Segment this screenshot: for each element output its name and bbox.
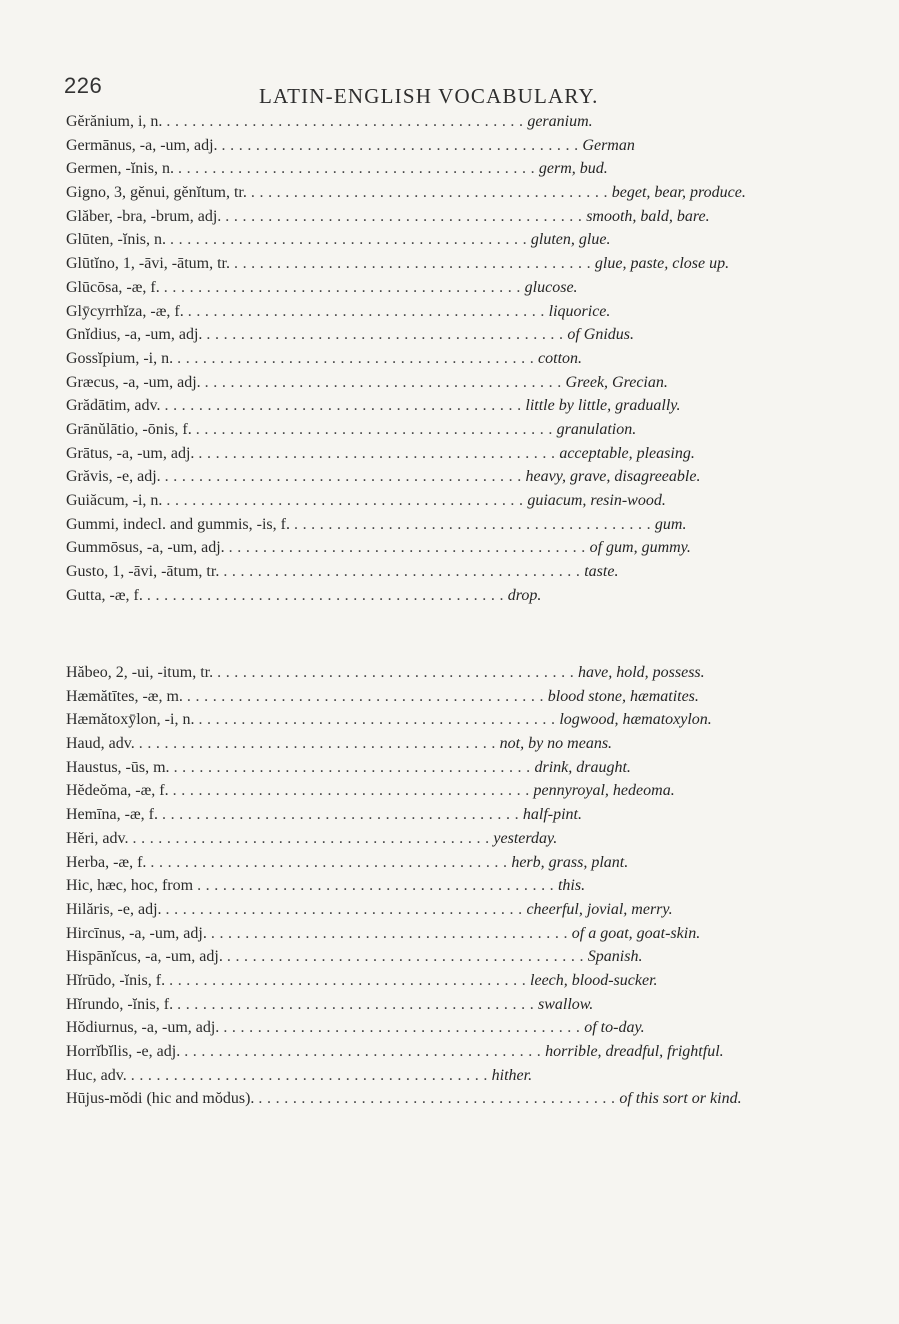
dot-leader: . . . . . . . . . . . . . . . . . . . . . . . . . . . . . . . . . . . . . . . . . .	[177, 349, 535, 367]
vocabulary-entry	[66, 563, 726, 587]
vocabulary-entry	[66, 231, 726, 255]
latin-headword: Guiăcum, -i, n.	[66, 492, 163, 509]
dot-leader: . . . . . . . . . . . . . . . . . . . . . . . . . . . . . . . . . . . . . . . . . .	[187, 302, 545, 320]
vocabulary-entry	[66, 877, 726, 901]
dot-leader: . . . . . . . . . . . . . . . . . . . . . . . . . . . . . . . . . . . . . . . . . .	[221, 136, 579, 154]
english-meaning: glue, paste, close up.	[594, 255, 730, 273]
latin-headword: Hŏdiurnus, -a, -um, adj.	[66, 1019, 220, 1037]
vocabulary-entry	[66, 326, 726, 350]
vocabulary-entry	[66, 1067, 726, 1091]
dot-leader: . . . . . . . . . . . . . . . . . . . . . . . . . . . . . . . . . . . . . . . . . .	[165, 900, 523, 918]
latin-headword: Hemīna, -æ, f.	[66, 806, 158, 824]
vocabulary-entry	[66, 972, 726, 996]
latin-headword: Glăber, -bra, -brum, adj.	[66, 207, 222, 225]
english-meaning: Greek, Grecian.	[565, 373, 668, 391]
english-meaning: gum.	[654, 515, 687, 533]
vocabulary-entry	[66, 759, 726, 783]
vocabulary-entry	[66, 996, 726, 1020]
vocabulary-entry	[66, 445, 726, 469]
dot-leader: . . . . . . . . . . . . . . . . . . . . . . . . . . . . . . . . . . . . . . . . . .	[225, 207, 583, 225]
english-meaning: Spanish.	[587, 948, 643, 966]
english-meaning: herb, grass, plant.	[511, 853, 629, 871]
dot-leader: . . . . . . . . . . . . . . . . . . . . . . . . . . . . . . . . . . . . . . . . . .	[198, 444, 556, 462]
latin-headword: Hic, hæc, hoc, from	[66, 877, 194, 895]
page-number: 226	[64, 73, 103, 98]
dot-leader: . . . . . . . . . . . . . . . . . . . . . . . . . . . . . . . . . . . . . . . . . .	[130, 1066, 488, 1084]
dot-leader: . . . . . . . . . . . . . . . . . . . . . . . . . . . . . . . . . . . . . . . . . .	[223, 563, 581, 581]
vocabulary-section-h	[66, 664, 742, 1114]
english-meaning: pennyroyal, hedeoma.	[533, 782, 675, 800]
english-meaning: horrible, dreadful, frightful.	[545, 1043, 724, 1060]
latin-headword: Haustus, -ūs, m.	[66, 758, 170, 776]
latin-headword: Gusto, 1, -āvi, -ātum, tr.	[66, 563, 220, 581]
dot-leader: . . . . . . . . . . . . . . . . . . . . . . . . . . . . . . . . . . . . . . . . . .	[206, 326, 564, 344]
english-meaning: of this sort or kind.	[619, 1090, 742, 1108]
english-meaning: beget, bear, produce.	[611, 184, 746, 202]
vocabulary-entry	[66, 397, 726, 421]
dot-leader: . . . . . . . . . . . . . . . . . . . . . . . . . . . . . . . . . . . . . . . . . .	[258, 1090, 616, 1108]
vocabulary-entry	[66, 688, 726, 712]
english-meaning: germ, bud.	[538, 160, 608, 178]
english-meaning: this.	[557, 877, 586, 895]
vocabulary-entry	[66, 664, 726, 688]
english-meaning: of Gnidus.	[567, 326, 634, 344]
latin-headword: Gutta, -æ, f.	[66, 586, 143, 604]
dot-leader: . . . . . . . . . . . . . . . . . . . . . . . . . . . . . . . . . . . . . . . . . .	[204, 373, 562, 391]
english-meaning: not, by no means.	[499, 735, 613, 753]
latin-headword: Gummi, indecl. and gummis, -is, f.	[66, 515, 290, 533]
english-meaning: yesterday.	[493, 829, 558, 847]
dot-leader: . . . . . . . . . . . . . . . . . . . . . . . . . . . . . . . . . . . . . . . . . .	[170, 231, 527, 249]
dot-leader: . . . . . . . . . . . . . . . . . . . . . . . . . . . . . . . . . . . . . . . . . .	[217, 664, 574, 681]
vocabulary-entry	[66, 350, 726, 374]
vocabulary-entry	[66, 711, 726, 735]
latin-headword: Hæmătītes, -æ, m.	[66, 687, 183, 705]
english-meaning: drink, draught.	[534, 758, 631, 776]
vocabulary-entry	[66, 160, 726, 184]
dot-leader: . . . . . . . . . . . . . . . . . . . . . . . . . . . . . . . . . . . . . . . . . .	[172, 782, 530, 800]
vocabulary-entry	[66, 421, 726, 445]
english-meaning: drop.	[507, 586, 542, 604]
english-meaning: granulation.	[556, 420, 637, 438]
dot-leader: . . . . . . . . . . . . . . . . . . . . . . . . . . . . . . . . . . . . . . . . . .	[161, 806, 519, 824]
vocabulary-entry	[66, 113, 726, 137]
latin-headword: Hĭrundo, -ĭnis, f.	[66, 995, 174, 1013]
dot-leader: . . . . . . . . . . . . . . . . . . . . . . . . . . . . . . . . . . . . . . . . . .	[177, 160, 535, 178]
english-meaning: heavy, grave, disagreeable.	[525, 468, 701, 486]
english-meaning: little by little, gradually.	[525, 397, 681, 415]
dot-leader: . . . . . . . . . . . . . . . . . . . . . . . . . . . . . . . . . . . . . . . . . .	[198, 711, 556, 729]
vocabulary-entry	[66, 830, 726, 854]
latin-headword: Haud, adv.	[66, 735, 135, 753]
latin-headword: Huc, adv.	[66, 1066, 127, 1084]
vocabulary-entry	[66, 1043, 726, 1067]
latin-headword: Herba, -æ, f.	[66, 853, 147, 871]
dot-leader: . . . . . . . . . . . . . . . . . . . . . . . . . . . . . . . . . . . . . . . . . .	[223, 1019, 581, 1037]
english-meaning: taste.	[584, 563, 619, 581]
english-meaning: geranium.	[527, 113, 593, 130]
vocabulary-entry	[66, 208, 726, 232]
vocabulary-entry	[66, 901, 726, 925]
english-meaning: acceptable, pleasing.	[559, 444, 695, 462]
english-meaning: liquorice.	[548, 302, 611, 320]
english-meaning: cotton.	[538, 349, 583, 367]
vocabulary-entry	[66, 735, 726, 759]
vocabulary-entry	[66, 184, 746, 208]
dot-leader: . . . . . . . . . . . . . . . . . . . . . . . . . . . . . . . . . . . . . . . . . .	[138, 735, 496, 753]
dot-leader: . . . . . . . . . . . . . . . . . . . . . . . . . . . . . . . . . . . . . . . . . .	[250, 184, 608, 202]
vocabulary-entry	[66, 782, 726, 806]
dot-leader: . . . . . . . . . . . . . . . . . . . . . . . . . . . . . . . . . . . . . . . . . .	[173, 758, 531, 776]
english-meaning: of a goat, goat-skin.	[571, 924, 701, 942]
english-meaning: smooth, bald, bare.	[586, 207, 710, 225]
vocabulary-entry	[66, 516, 726, 540]
latin-headword: Gigno, 3, gĕnui, gĕnĭtum, tr.	[66, 184, 247, 202]
latin-headword: Gummōsus, -a, -um, adj.	[66, 539, 225, 557]
english-meaning: hither.	[491, 1066, 533, 1084]
latin-headword: Hūjus-mŏdi (hic and mŏdus).	[66, 1090, 255, 1108]
latin-headword: Germānus, -a, -um, adj.	[66, 136, 218, 154]
vocabulary-entry	[66, 303, 726, 327]
latin-headword: Hĭrūdo, -ĭnis, f.	[66, 971, 166, 989]
dot-leader: . . . . . . . . . . . . . . . . . . . . . . . . . . . . . . . . . . . . . . . . . .	[226, 948, 584, 966]
english-meaning: half-pint.	[522, 806, 582, 824]
english-meaning: leech, blood-sucker.	[530, 971, 658, 989]
latin-headword: Horrĭbĭlis, -e, adj.	[66, 1043, 181, 1060]
dot-leader: . . . . . . . . . . . . . . . . . . . . . . . . . . . . . . . . . . . . . . . . . .	[163, 278, 521, 296]
latin-headword: Græcus, -a, -um, adj.	[66, 373, 201, 391]
dot-leader: . . . . . . . . . . . . . . . . . . . . . . . . . . . . . . . . . . . . . . . . . .	[164, 468, 522, 486]
latin-headword: Glȳcyrrhĭza, -æ, f.	[66, 302, 184, 320]
dot-leader: . . . . . . . . . . . . . . . . . . . . . . . . . . . . . . . . . . . . . . . . . .	[195, 420, 553, 438]
vocabulary-entry	[66, 279, 726, 303]
latin-headword: Hĕri, adv.	[66, 829, 129, 847]
latin-headword: Germen, -ĭnis, n.	[66, 160, 174, 178]
dot-leader: . . . . . . . . . . . . . . . . . . . . . . . . . . . . . . . . . . . . . . . . . .	[166, 113, 524, 130]
dot-leader: . . . . . . . . . . . . . . . . . . . . . . . . . . . . . . . . . . . . . . . . . .	[210, 924, 568, 942]
latin-headword: Hăbeo, 2, -ui, -itum, tr.	[66, 664, 214, 681]
latin-headword: Grātus, -a, -um, adj.	[66, 444, 195, 462]
dot-leader: . . . . . . . . . . . . . . . . . . . . . . . . . . . . . . . . . . . . . . . . . .	[177, 995, 535, 1013]
latin-headword: Gnĭdius, -a, -um, adj.	[66, 326, 203, 344]
latin-headword: Gĕrănium, i, n.	[66, 113, 163, 130]
latin-headword: Glūcōsa, -æ, f.	[66, 278, 160, 296]
english-meaning: of to-day.	[584, 1019, 645, 1037]
english-meaning: guiacum, resin-wood.	[527, 492, 666, 509]
vocabulary-entry	[66, 1090, 742, 1114]
latin-headword: Hæmătoxȳlon, -i, n.	[66, 711, 195, 729]
english-meaning: logwood, hæmatoxylon.	[559, 711, 712, 729]
running-head: LATIN-ENGLISH VOCABULARY.	[259, 84, 599, 108]
dot-leader: . . . . . . . . . . . . . . . . . . . . . . . . . . . . . . . . . . . . . . . . . .	[184, 1043, 542, 1060]
dot-leader: . . . . . . . . . . . . . . . . . . . . . . . . . . . . . . . . . . . . . . . . . .	[197, 877, 554, 895]
latin-headword: Hispānĭcus, -a, -um, adj.	[66, 948, 223, 966]
vocabulary-entry	[66, 925, 726, 949]
latin-headword: Hilăris, -e, adj.	[66, 900, 162, 918]
dot-leader: . . . . . . . . . . . . . . . . . . . . . . . . . . . . . . . . . . . . . . . . . .	[150, 853, 508, 871]
latin-headword: Grăvis, -e, adj.	[66, 468, 161, 486]
latin-headword: Gossĭpium, -i, n.	[66, 349, 174, 367]
dot-leader: . . . . . . . . . . . . . . . . . . . . . . . . . . . . . . . . . . . . . . . . . .	[146, 586, 504, 604]
vocabulary-entry	[66, 587, 726, 611]
dot-leader: . . . . . . . . . . . . . . . . . . . . . . . . . . . . . . . . . . . . . . . . . .	[228, 539, 586, 557]
latin-headword: Grānŭlātio, -ōnis, f.	[66, 420, 192, 438]
english-meaning: German	[582, 136, 635, 154]
vocabulary-entry	[66, 854, 726, 878]
latin-headword: Glūtĭno, 1, -āvi, -ātum, tr.	[66, 255, 230, 273]
english-meaning: cheerful, jovial, merry.	[526, 900, 673, 918]
dot-leader: . . . . . . . . . . . . . . . . . . . . . . . . . . . . . . . . . . . . . . . . . .	[186, 687, 544, 705]
vocabulary-entry	[66, 137, 726, 161]
vocabulary-entry	[66, 806, 726, 830]
vocabulary-entry	[66, 1019, 726, 1043]
english-meaning: glucose.	[524, 278, 578, 296]
english-meaning: have, hold, possess.	[578, 664, 705, 681]
vocabulary-entry	[66, 255, 730, 279]
vocabulary-section-g	[66, 113, 746, 610]
vocabulary-entry	[66, 539, 726, 563]
vocabulary-entry	[66, 468, 726, 492]
dot-leader: . . . . . . . . . . . . . . . . . . . . . . . . . . . . . . . . . . . . . . . . . .	[293, 515, 651, 533]
dot-leader: . . . . . . . . . . . . . . . . . . . . . . . . . . . . . . . . . . . . . . . . . .	[233, 255, 591, 273]
dot-leader: . . . . . . . . . . . . . . . . . . . . . . . . . . . . . . . . . . . . . . . . . .	[166, 492, 524, 509]
english-meaning: of gum, gummy.	[589, 539, 691, 557]
english-meaning: gluten, glue.	[530, 231, 611, 249]
vocabulary-entry	[66, 374, 726, 398]
latin-headword: Hircīnus, -a, -um, adj.	[66, 924, 207, 942]
dot-leader: . . . . . . . . . . . . . . . . . . . . . . . . . . . . . . . . . . . . . . . . . .	[132, 829, 490, 847]
dot-leader: . . . . . . . . . . . . . . . . . . . . . . . . . . . . . . . . . . . . . . . . . .	[164, 397, 522, 415]
latin-headword: Grădātim, adv.	[66, 397, 161, 415]
latin-headword: Hĕdeŏma, -æ, f.	[66, 782, 169, 800]
english-meaning: swallow.	[538, 995, 594, 1013]
dot-leader: . . . . . . . . . . . . . . . . . . . . . . . . . . . . . . . . . . . . . . . . . .	[169, 971, 527, 989]
latin-headword: Glūten, -ĭnis, n.	[66, 231, 166, 249]
vocabulary-entry	[66, 948, 726, 972]
english-meaning: blood stone, hæmatites.	[547, 687, 699, 705]
vocabulary-entry	[66, 492, 726, 516]
